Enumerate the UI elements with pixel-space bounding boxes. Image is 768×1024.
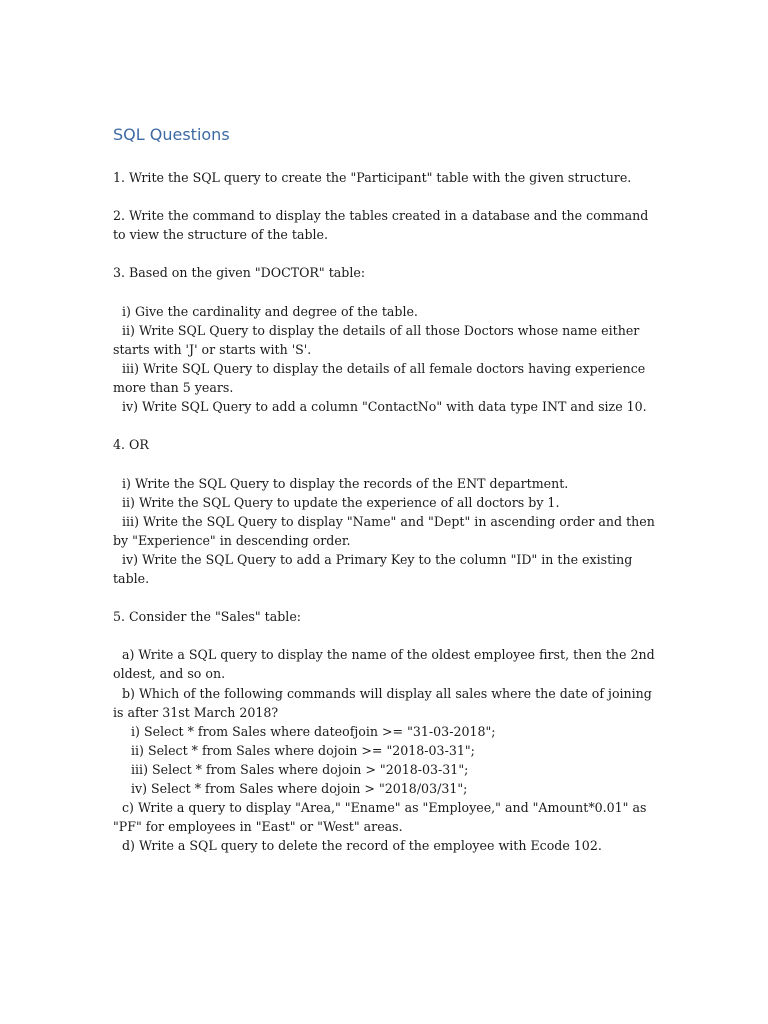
question-5-part-b: b) Which of the following commands will display all sales where the date of joining is after 31st March 2018? — [113, 685, 652, 720]
question-5: 5. Consider the "Sales" table: — [113, 609, 302, 625]
document-title: SQL Questions — [113, 125, 230, 144]
question-3-part-i: i) Give the cardinality and degree of the table. — [122, 303, 418, 319]
question-5-part-d: d) Write a SQL query to delete the record of the employee with Ecode 102. — [122, 838, 602, 854]
question-5-option-ii: ii) Select * from Sales where dojoin >= "2018-03-31"; — [131, 742, 475, 758]
question-3-part-ii: ii) Write SQL Query to display the details of all those Doctors whose name either starts with 'J' or starts with 'S'. — [113, 322, 640, 357]
question-5-part-a: a) Write a SQL query to display the name of the oldest employee first, then the 2nd oldest, and so on. — [113, 647, 655, 682]
question-3-part-iv: iv) Write SQL Query to add a column "ContactNo" with data type INT and size 10. — [122, 399, 647, 415]
question-4-part-ii: ii) Write the SQL Query to update the experience of all doctors by 1. — [122, 494, 560, 510]
question-2: 2. Write the command to display the tables created in a database and the command to view the structure of the table. — [113, 208, 649, 243]
question-1: 1. Write the SQL query to create the "Participant" table with the given structure. — [113, 170, 632, 185]
question-5-option-iv: iv) Select * from Sales where dojoin > "2018/03/31"; — [131, 781, 468, 796]
question-4-part-iii: iii) Write the SQL Query to display "Name" and "Dept" in ascending order and then by "Experience" in descending order. — [113, 513, 655, 548]
question-4-part-iv: iv) Write the SQL Query to add a Primary Key to the column "ID" in the existing table. — [113, 551, 633, 586]
question-5-option-i: i) Select * from Sales where dateofjoin >= "31-03-2018"; — [131, 723, 496, 739]
question-3-part-iii: iii) Write SQL Query to display the details of all female doctors having experience more than 5 years. — [113, 360, 646, 396]
question-4-part-i: i) Write the SQL Query to display the records of the ENT department. — [122, 475, 569, 491]
question-5-part-c: c) Write a query to display "Area," "Ename" as "Employee," and "Amount*0.01" as "PF" for employees in "East" or "West" areas. — [113, 800, 647, 835]
question-5-option-iii: iii) Select * from Sales where dojoin > "2018-03-31"; — [131, 761, 469, 777]
question-list — [113, 168, 658, 855]
question-3: 3. Based on the given "DOCTOR" table: — [113, 265, 366, 281]
question-4: 4. OR — [113, 437, 149, 453]
